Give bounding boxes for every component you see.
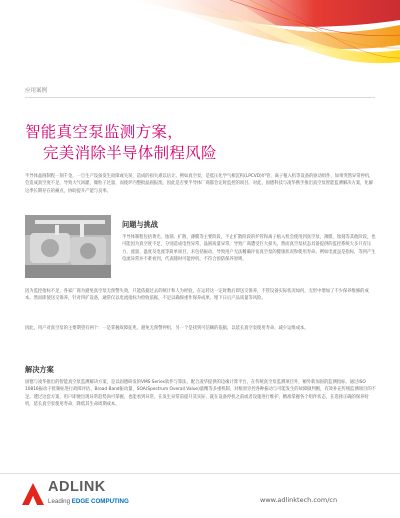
abstract-wave-graphic [0, 0, 400, 75]
title-line-1: 智能真空泵监测方案， [25, 123, 184, 141]
footer-divider [0, 473, 400, 474]
category-label: 应用案例 [25, 88, 48, 94]
vacuum-pump-photo [25, 215, 111, 278]
header-banner [0, 0, 400, 75]
adlink-logo-icon [22, 483, 44, 507]
website-link[interactable]: www.adlinktech.com/cn [260, 496, 338, 504]
page-title [25, 122, 217, 164]
intro-paragraph: 半导体晶圆制程一刻千金，一旦生产设备发生故障或失误，造成的损失难以估计。例如真空泵，是低压化学气相沉积(LPCVD)炉管、离子植入机等设备的驱动组件，如果突然异常停机，会造成真空度不足，导致大气回灌，微粒子过量，而使炉内整批晶圆报废。因此是否要半导体厂商都会定时监控的项目。对此，固德科技与凌华携手推出真空泵智能监测解决方案，化解这季长期存在的痛点，协助提升产能与良率。 [25, 174, 374, 194]
title-line-2: 完美消除半导体制程风险 [43, 144, 217, 162]
brand-name: ADLINK [48, 479, 106, 495]
problem-paragraph: 半导体制程包括黄光、蚀刻、扩散、薄膜等主要阶段，不止扩散阶段的炉管和离子植入机会使用到真空泵，薄膜、蚀刻等其他阶段，也可能因为真空度不足，分别造成电性异常、晶圆质量异常，导致厂商遭受巨大损失。然而真空泵状态具备提供的监控系统大多只有压力、流量、温度及电流等简单项目，未包括振动，导致用户无法精确评估真空泵的健康状况和使用寿命。例如电流虽是指标，等到产生电流异常并不难看到，代表随时可能停机，不符合预防保养原则。 [122, 235, 376, 263]
user-expectation-paragraph: 因此，用户对真空泵的主要期望有两个：一是掌握故障征兆，避免无预警停机，另一个是找到可信赖的依据，以延长真空泵使用寿命，减少运维成本。 [25, 326, 309, 331]
solution-heading: 解决方案 [25, 365, 54, 374]
problem-heading: 问题与挑战 [122, 220, 158, 229]
header-divider [25, 97, 375, 98]
monitoring-paragraph: 因为监控指标不足，各家厂商为避免真空泵无预警失效，只能依据过去的统计和人为经验，在运转达一定时数后即送交保养，不管设备实际状况如何，无形中增加了不少保养维修的成本。然而即使送交保养，针对四扩设备，通常仅以电流指标为检收依据，不足以确保重作保养成果，埋下日后产品质量等风险。 [25, 289, 369, 302]
brand-tagline: Leading EDGE COMPUTING [48, 498, 129, 505]
solution-paragraph: 固德与凌华推出的智能真空泵监测解决方案，是以固德研发的VMS Series软件与算法，配合凌华提供的边缘计算平台，在传统真空泵监测项目外，额外新加固的监测指标，通过ISO 10816振动干扰频标进行故障评估、Broad Band振动量、SOA(Spectrum Overall Value)量精等多重机制，对根原旁控各种振动与可能发生的故障做判断，有效补充传统监测项目的不足。透过这套方案，用户即便出现异常趋势尚可掌握，也能看到异常，在发生异常前提升其实际，就在设备停机之前或者设施进行维护，精准掌握各个组件状态，在选择正确的保养时机，延长真空泵使用寿命，降低其生命周期成本。 [25, 380, 376, 408]
